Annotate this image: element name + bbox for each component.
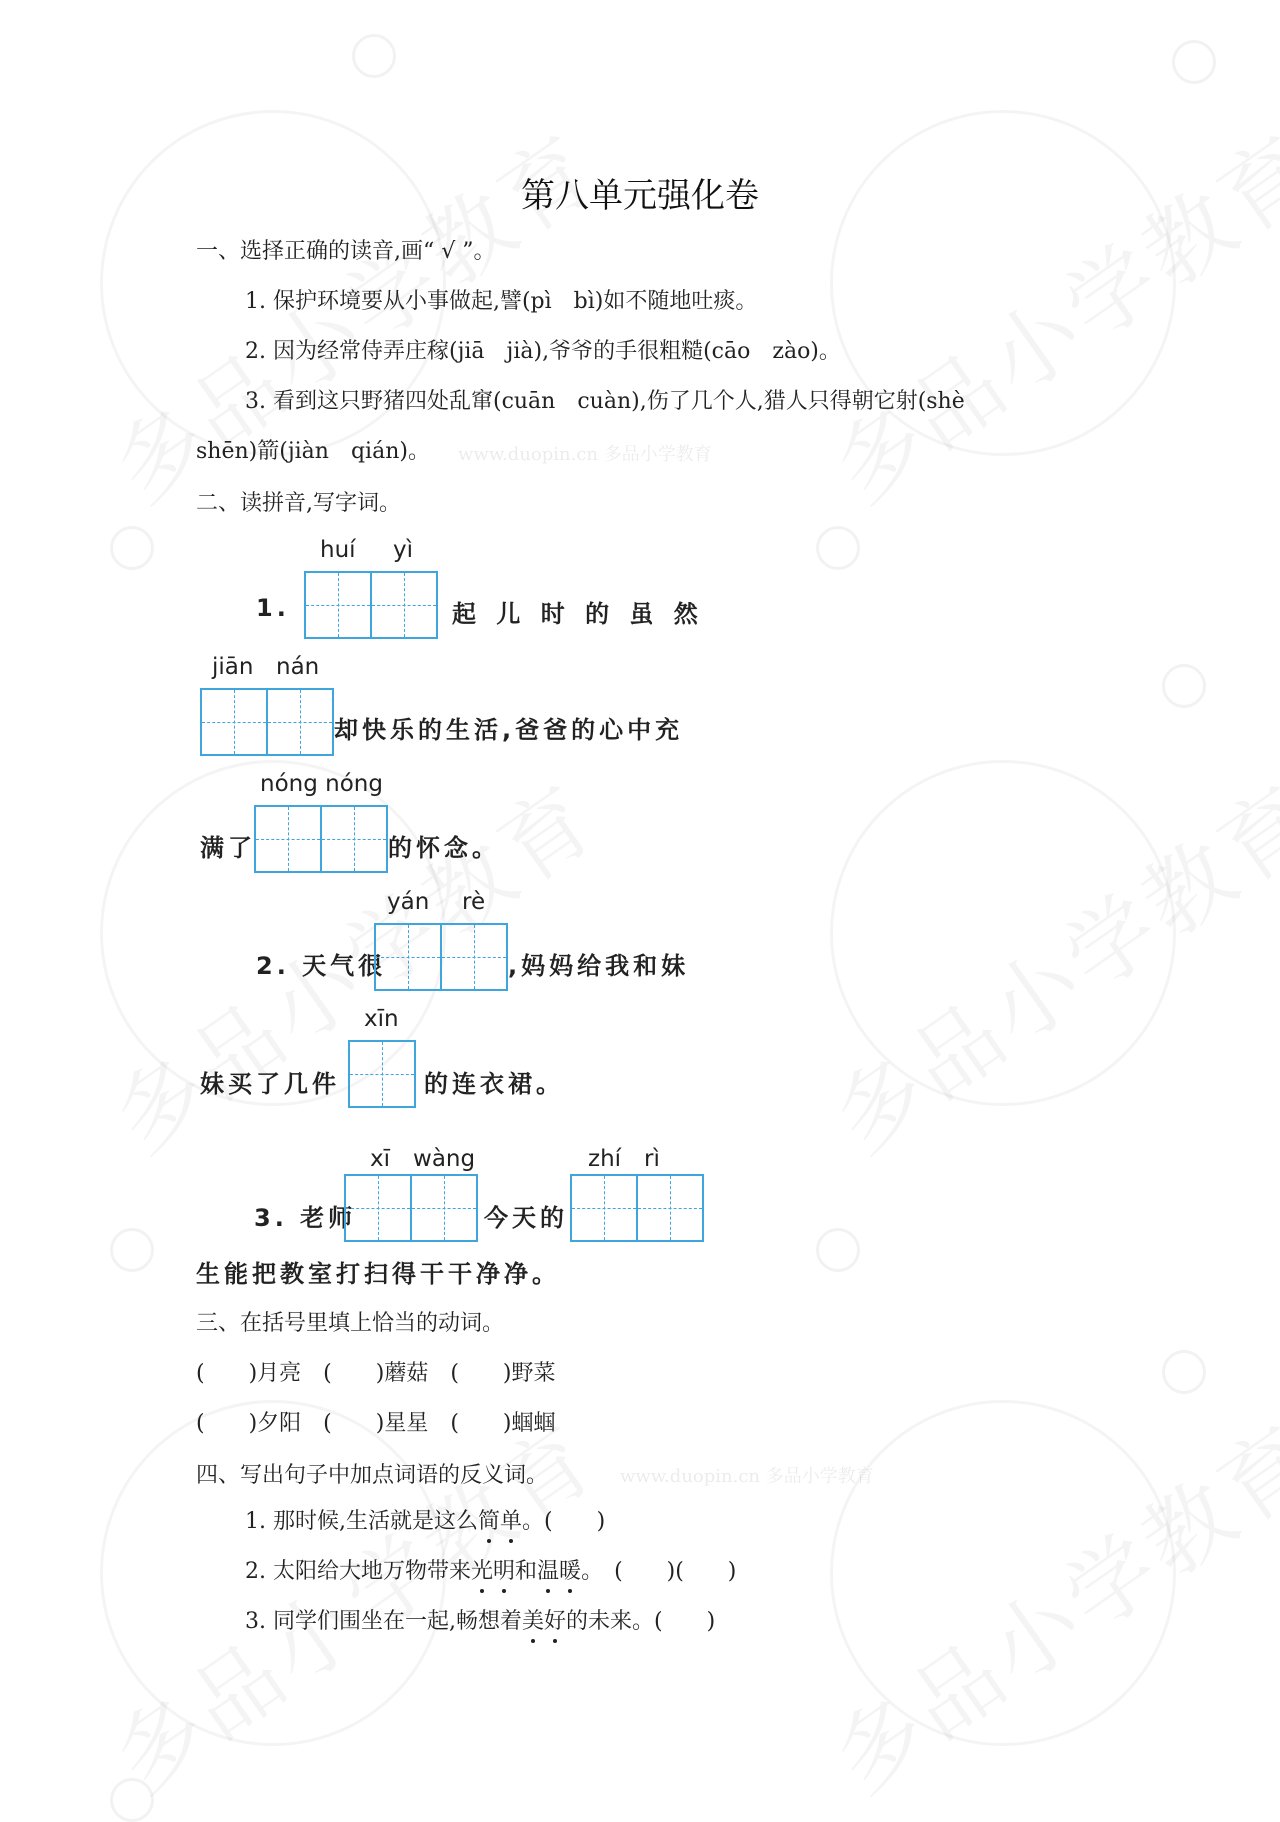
pinyin-label: yì	[393, 537, 414, 563]
sentence-text: ,妈妈给我和妹	[508, 952, 690, 980]
answer-blank[interactable]: 。( )	[522, 1509, 606, 1534]
page-title: 第八单元强化卷	[521, 176, 759, 216]
dotted-char: 温	[537, 1554, 559, 1585]
pinyin-label: xī wàng	[370, 1146, 476, 1172]
writing-cell[interactable]	[440, 925, 506, 989]
verb-fill-row: ( )月亮 ( )蘑菇 ( )野菜	[196, 1361, 556, 1386]
section-4-heading: 四、写出句子中加点词语的反义词。	[196, 1463, 549, 1488]
watermark-url: www.duopin.cn 多品小学教育	[458, 444, 712, 465]
writing-grid[interactable]	[344, 1174, 478, 1242]
section-1-question-1: 1. 保护环境要从小事做起,譬(pì bì)如不随地吐痰。	[245, 289, 758, 314]
section-3-heading: 三、在括号里填上恰当的动词。	[196, 1311, 505, 1336]
watermark-dot	[352, 34, 396, 78]
pinyin-label: nóng nóng	[260, 771, 383, 797]
question-text: 1. 那时候,生活就是这么	[245, 1509, 478, 1534]
watermark-dot	[110, 526, 154, 570]
watermark-url: www.duopin.cn 多品小学教育	[620, 1466, 874, 1487]
pinyin-label: xīn	[364, 1006, 399, 1032]
sentence-text: 的怀念。	[388, 834, 500, 862]
watermark-dot	[816, 1228, 860, 1272]
watermark-dot	[1162, 664, 1206, 708]
writing-cell[interactable]	[370, 573, 436, 637]
writing-grid[interactable]	[348, 1040, 416, 1108]
dotted-char: 明	[493, 1554, 515, 1585]
sentence-text: 起 儿 时 的 虽 然	[452, 600, 704, 628]
watermark-dot	[1162, 1350, 1206, 1394]
dotted-char: 简	[478, 1504, 500, 1535]
dotted-char: 好	[544, 1604, 566, 1635]
watermark-dot	[110, 1228, 154, 1272]
sentence-text: 妹买了几件	[200, 1070, 340, 1098]
section-1-heading: 一、选择正确的读音,画“ √ ”。	[196, 239, 496, 264]
section-2-heading: 二、读拼音,写字词。	[196, 491, 401, 516]
dotted-char: 单	[500, 1504, 522, 1535]
question-text: 和	[515, 1559, 538, 1584]
pinyin-label: nán	[276, 654, 320, 680]
sentence-text: 满了	[200, 834, 256, 862]
antonym-question-3	[245, 1604, 715, 1635]
pinyin-label: jiān	[212, 654, 254, 680]
dotted-char: 美	[522, 1604, 544, 1635]
writing-cell[interactable]	[266, 690, 332, 754]
sentence-text: 2. 天气很	[256, 952, 387, 980]
writing-cell[interactable]	[306, 573, 370, 637]
writing-cell[interactable]	[350, 1042, 414, 1106]
writing-grid[interactable]	[570, 1174, 704, 1242]
pinyin-label: yán	[387, 889, 430, 915]
section-1-question-3-cont: shēn)箭(jiàn qián)。	[196, 439, 430, 464]
watermark-dot	[110, 1778, 154, 1822]
writing-cell[interactable]	[572, 1176, 636, 1240]
sentence-text: 生能把教室打扫得干干净净。	[196, 1260, 560, 1288]
antonym-question-1	[245, 1504, 605, 1535]
answer-blank[interactable]: 。 ( )( )	[581, 1559, 737, 1584]
watermark-dot	[1172, 40, 1216, 84]
writing-grid[interactable]	[254, 805, 388, 873]
watermark-dot	[816, 526, 860, 570]
writing-grid[interactable]	[200, 688, 334, 756]
section-1-question-3: 3. 看到这只野猪四处乱窜(cuān cuàn),伤了几个人,猎人只得朝它射(shè	[245, 389, 965, 414]
question-text: 3. 同学们围坐在一起,畅想着	[245, 1609, 522, 1634]
writing-cell[interactable]	[256, 807, 320, 871]
pinyin-label: rè	[462, 889, 486, 915]
section-1-question-2: 2. 因为经常侍弄庄稼(jiā jià),爷爷的手很粗糙(cāo zào)。	[245, 339, 841, 364]
writing-cell[interactable]	[410, 1176, 476, 1240]
writing-cell[interactable]	[376, 925, 440, 989]
pinyin-label: zhí rì	[588, 1146, 660, 1172]
antonym-question-2	[245, 1554, 736, 1585]
sentence-text: 却快乐的生活,爸爸的心中充	[334, 716, 684, 744]
sentence-text: 的连衣裙。	[424, 1070, 564, 1098]
sentence-text: 3. 老师	[254, 1204, 357, 1232]
dotted-char: 暖	[559, 1554, 581, 1585]
verb-fill-row: ( )夕阳 ( )星星 ( )蝈蝈	[196, 1411, 556, 1436]
item-number: 1.	[256, 594, 290, 622]
writing-grid[interactable]	[374, 923, 508, 991]
writing-cell[interactable]	[636, 1176, 702, 1240]
writing-cell[interactable]	[202, 690, 266, 754]
writing-cell[interactable]	[346, 1176, 410, 1240]
writing-cell[interactable]	[320, 807, 386, 871]
sentence-text: 今天的	[484, 1204, 568, 1232]
pinyin-label: huí	[320, 537, 356, 563]
question-text: 2. 太阳给大地万物带来	[245, 1559, 471, 1584]
writing-grid[interactable]	[304, 571, 438, 639]
answer-blank[interactable]: 的未来。( )	[566, 1609, 716, 1634]
dotted-char: 光	[471, 1554, 493, 1585]
